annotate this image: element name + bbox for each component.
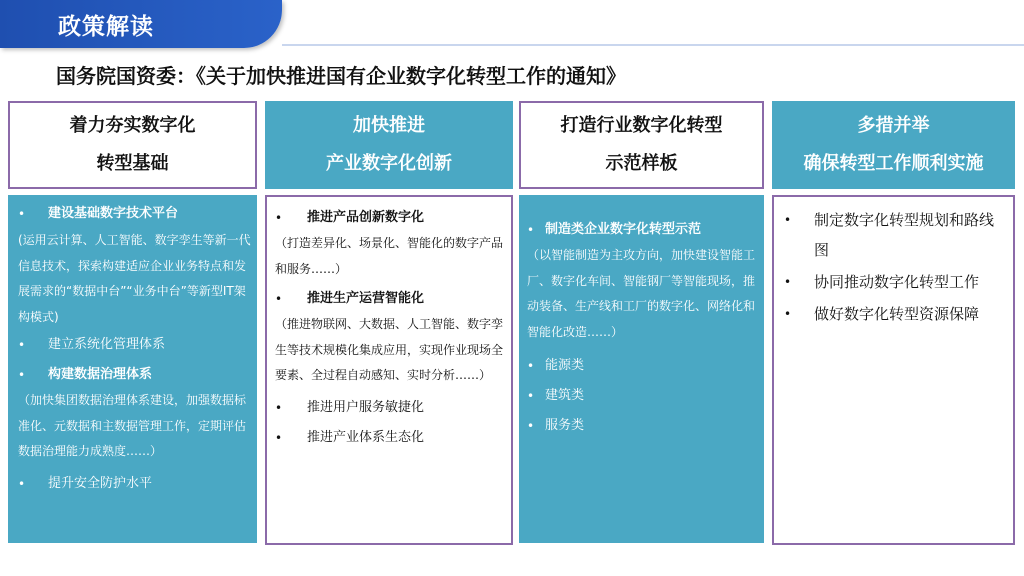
item-title: 推进产品创新数字化 — [307, 210, 425, 225]
bullet-icon: • — [18, 207, 26, 221]
item-title: 服务类 — [545, 418, 585, 433]
bullet-icon: • — [527, 389, 535, 403]
item-title: 提升安全防护水平 — [48, 475, 153, 491]
heading-line: 转型基础 — [96, 153, 169, 174]
heading-line: 打造行业数字化转型 — [560, 115, 723, 136]
column-1-heading — [8, 101, 257, 189]
item-note: (运用云计算、人工智能、数字孪生等新一代信息技术，探索构建适应企业业务特点和发展需求的“数据中台”“业务中台”等新型IT架构模式) — [18, 233, 251, 324]
bullet-icon: • — [527, 223, 535, 237]
bullet-icon: • — [784, 275, 792, 289]
heading-line: 着力夯实数字化 — [69, 115, 196, 136]
policy-subtitle: 国务院国资委：《关于加快推进国有企业数字化转型工作的通知》 — [56, 64, 626, 88]
item-title: 做好数字化转型资源保障 — [814, 305, 980, 323]
header-divider — [282, 44, 1024, 46]
bullet-icon: • — [275, 211, 283, 225]
bullet-icon: • — [784, 213, 792, 227]
item-title: 建设基础数字技术平台 — [48, 206, 179, 221]
list-item — [18, 471, 251, 497]
item-title: 制定数字化转型规划和路线图 — [814, 211, 995, 259]
item-title: 推进生产运营智能化 — [307, 291, 425, 306]
bullet-icon: • — [784, 307, 792, 321]
list-item — [18, 332, 251, 358]
list-item — [784, 205, 1005, 265]
list-item — [18, 362, 251, 388]
column-1-body — [8, 195, 257, 543]
list-item — [275, 205, 505, 231]
heading-line: 示范样板 — [605, 153, 678, 174]
bullet-icon: • — [527, 419, 535, 433]
heading-line: 多措并举 — [857, 115, 930, 136]
item-title: 推进产业体系生态化 — [307, 429, 425, 445]
list-item — [275, 395, 505, 421]
item-title: 推进用户服务敏捷化 — [307, 399, 425, 415]
bullet-icon: • — [18, 476, 26, 491]
list-item — [18, 201, 251, 227]
column-3-body — [519, 195, 764, 543]
item-note: （推进物联网、大数据、人工智能、数字孪生等技术规模化集成应用，实现作业现场全要素、全过程自动感知、实时分析……） — [275, 317, 504, 382]
item-note: （以智能制造为主攻方向，加快建设智能工厂、数字化车间、智能钢厂等智能现场，推动装备、生产线和工厂的数字化、网络化和智能化改造……） — [527, 248, 756, 339]
bullet-icon: • — [527, 359, 535, 373]
bullet-icon: • — [275, 400, 283, 415]
bullet-icon: • — [18, 338, 26, 352]
list-item — [527, 383, 760, 409]
column-4-heading — [772, 101, 1015, 189]
item-title: 构建数据治理体系 — [48, 367, 153, 382]
bullet-icon: • — [18, 368, 26, 382]
list-item — [275, 425, 505, 451]
title-banner — [0, 0, 282, 48]
heading-line: 确保转型工作顺利实施 — [803, 153, 984, 174]
list-item — [527, 217, 760, 243]
list-item — [527, 353, 760, 379]
list-item — [527, 413, 760, 439]
item-note: （打造差异化、场景化、智能化的数字产品和服务……） — [275, 236, 504, 276]
item-title: 建立系统化管理体系 — [48, 337, 166, 352]
heading-line: 产业数字化创新 — [326, 153, 452, 174]
column-4-body — [772, 195, 1015, 545]
column-2-body — [265, 195, 513, 545]
column-3-heading — [519, 101, 764, 189]
list-item — [784, 267, 1005, 297]
item-title: 能源类 — [545, 358, 585, 373]
item-title: 制造类企业数字化转型示范 — [545, 222, 702, 237]
bullet-icon: • — [275, 292, 283, 306]
page-title: 政策解读 — [58, 14, 154, 40]
item-title: 建筑类 — [545, 388, 585, 403]
list-item — [784, 299, 1005, 329]
list-item — [275, 286, 505, 312]
item-title: 协同推动数字化转型工作 — [814, 273, 980, 291]
bullet-icon: • — [275, 430, 283, 445]
column-2-heading — [265, 101, 513, 189]
item-note: （加快集团数据治理体系建设，加强数据标准化、元数据和主数据管理工作，定期评估数据治理能力成熟度……） — [18, 393, 247, 458]
heading-line: 加快推进 — [353, 115, 425, 136]
